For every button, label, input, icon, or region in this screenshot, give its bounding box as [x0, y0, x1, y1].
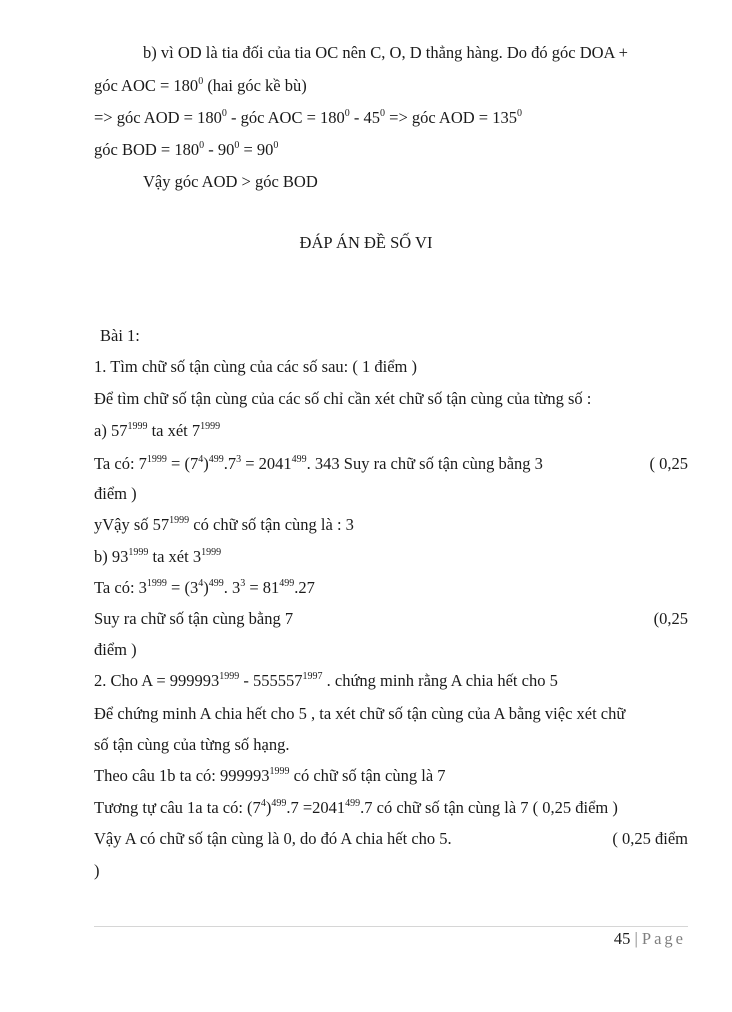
- text-line: Ta có: $3^{1999} = (3^4)^{499}$. $3^3 = 81^{499}.27$: [94, 578, 315, 597]
- text-line: => góc AOD = $180^0$ - góc AOC = $180^0 - 45^0$ => góc AOD = $135^0$: [94, 108, 522, 127]
- text-line: Theo câu 1b ta có: $999993^{1999}$ có chữ số tận cùng là 7: [94, 766, 446, 785]
- exercise-title: Bài 1:: [100, 326, 140, 345]
- text-line: góc BOD = $180^0 - 90^0 = 90^0$: [94, 140, 279, 159]
- text-line: yVậy số $57^{1999}$ có chữ số tận cùng là : 3: [94, 515, 354, 534]
- text-line: Ta có: $7^{1999} = (7^4)^{499}.7^3 = 2041^{499}$. 343 Suy ra chữ số tận cùng bằng 3 ( 0,25: [94, 454, 688, 473]
- text-line: số tận cùng của từng số hạng.: [94, 735, 290, 754]
- section-heading: ĐÁP ÁN ĐỀ SỐ VI: [299, 233, 433, 252]
- text-line: Để chứng minh A chia hết cho 5 , ta xét chữ số tận cùng của A bằng việc xét chữ: [94, 704, 626, 723]
- footer-separator: |: [634, 929, 638, 948]
- text-line: điểm ): [94, 640, 137, 659]
- question-line: 1. Tìm chữ số tận cùng của các số sau: ( 1 điểm ): [94, 357, 417, 376]
- footer-divider: [94, 926, 688, 927]
- text-line: a) $57^{1999}$ ta xét $7^{1999}$: [94, 421, 221, 440]
- text-line: Để tìm chữ số tận cùng của các số chỉ cần xét chữ số tận cùng của từng số :: [94, 389, 592, 408]
- text-line: ): [94, 861, 100, 880]
- text-line: b) vì OD là tia đối của tia OC nên C, O, D thẳng hàng. Do đó góc DOA +: [143, 43, 628, 62]
- text-line: điểm ): [94, 484, 137, 503]
- text-line: Vậy góc AOD > góc BOD: [143, 172, 318, 191]
- text-line: Vậy A có chữ số tận cùng là 0, do đó A chia hết cho 5. ( 0,25 điểm: [94, 829, 688, 848]
- text-line: Tương tự câu 1a ta có: $(7^4)^{499}.7 =2041^{499}.7$ có chữ số tận cùng là 7 ( 0,25 điểm ): [94, 798, 618, 817]
- page-footer: [614, 929, 686, 949]
- question-line: 2. Cho $A = 999993^{1999} - 555557^{1997}$ . chứng minh rằng A chia hết cho 5: [94, 671, 558, 690]
- text-line: b) $93^{1999}$ ta xét $3^{1999}$: [94, 547, 222, 566]
- page-number: 45: [613, 929, 631, 948]
- text-line: góc AOC = $180^0$ (hai góc kề bù): [94, 76, 307, 95]
- footer-page-label: Page: [641, 929, 686, 948]
- text-line: Suy ra chữ số tận cùng bằng 7 (0,25: [94, 609, 688, 628]
